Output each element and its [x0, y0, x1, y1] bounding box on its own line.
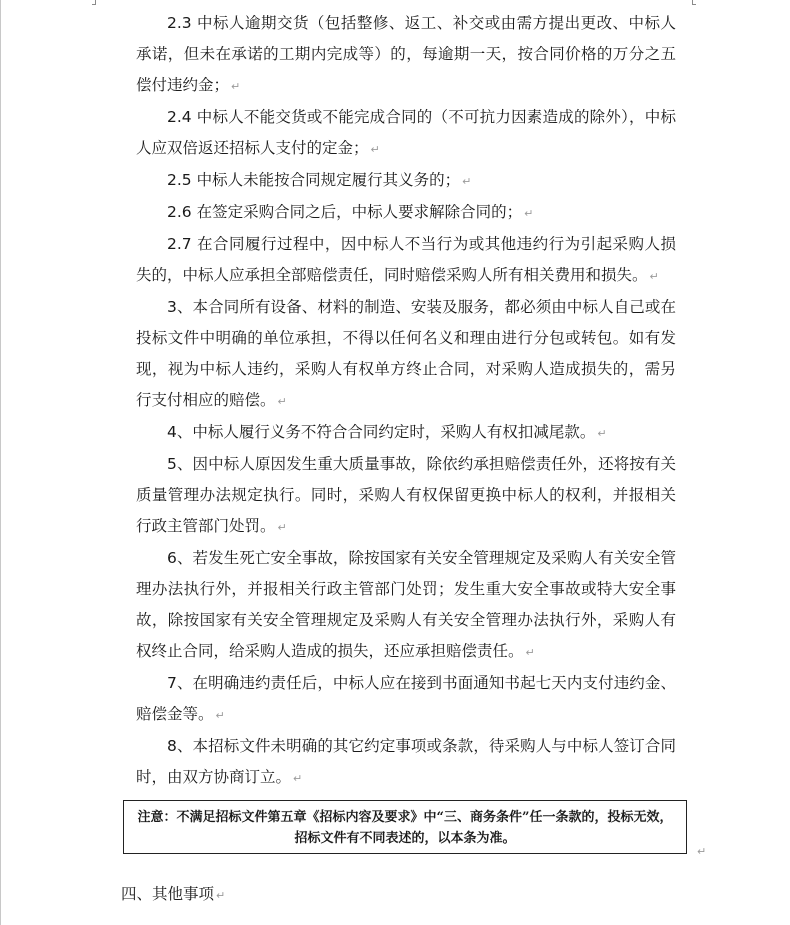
clause-text: 8、本招标文件未明确的其它约定事项或条款，待采购人与中标人签订合同时，由双方协商订立。: [136, 737, 676, 786]
clause-text: 2.4 中标人不能交货或不能完成合同的（不可抗力因素造成的除外），中标人应双倍返还招标人支付的定金；: [136, 108, 676, 157]
clause-2-5: [136, 165, 676, 197]
paragraph-mark-icon: ↵: [462, 175, 472, 188]
paragraph-mark-icon: ↵: [231, 80, 241, 93]
paragraph-mark-icon: ↵: [649, 270, 659, 283]
clause-2-6: [136, 197, 676, 229]
clause-text: 2.7 在合同履行过程中，因中标人不当行为或其他违约行为引起采购人损失的，中标人应承担全部赔偿责任，同时赔偿采购人所有相关费用和损失。: [136, 235, 676, 284]
clause-2-7: [136, 229, 676, 292]
page-left-edge: [0, 0, 1, 925]
clause-text: 2.3 中标人逾期交货（包括整修、返工、补交或由需方提出更改、中标人承诺，但未在承诺的工期内完成等）的，每逾期一天，按合同价格的万分之五偿付违约金；: [136, 14, 676, 94]
clause-text: 4、中标人履行义务不符合合同约定时，采购人有权扣减尾款。: [167, 423, 596, 441]
clause-text: 3、本合同所有设备、材料的制造、安装及服务，都必须由中标人自己或在投标文件中明确的单位承担，不得以任何名义和理由进行分包或转包。如有发现，视为中标人违约，采购人有权单方终止合同，对采购人造成损失的，需另行支付相应的赔偿。: [136, 298, 676, 409]
section-heading: [121, 880, 225, 910]
notice-box: [123, 800, 687, 854]
paragraph-mark-icon: ↵: [215, 709, 225, 722]
clause-7: [136, 668, 676, 731]
clause-text: 2.5 中标人未能按合同规定履行其义务的；: [167, 171, 461, 189]
clause-3: [136, 292, 676, 417]
paragraph-mark-icon: ↵: [697, 845, 707, 858]
clause-5: [136, 449, 676, 543]
clause-6: [136, 543, 676, 668]
section-heading-text: 四、其他事项: [121, 885, 215, 903]
clause-text: 2.6 在签定采购合同之后，中标人要求解除合同的；: [167, 203, 523, 221]
margin-corner-mark-right-h: [692, 4, 696, 5]
clause-text: 5、因中标人原因发生重大质量事故，除依约承担赔偿责任外，还将按有关质量管理办法规定执行。同时，采购人有权保留更换中标人的权利，并报相关行政主管部门处罚。: [136, 455, 676, 535]
clause-2-3: [136, 8, 676, 102]
paragraph-mark-icon: ↵: [277, 521, 287, 534]
clause-2-4: [136, 102, 676, 165]
paragraph-mark-icon: ↵: [525, 646, 535, 659]
paragraph-mark-icon: ↵: [524, 207, 534, 220]
clause-text: 6、若发生死亡安全事故，除按国家有关安全管理规定及采购人有关安全管理办法执行外，并报相关行政主管部门处罚；发生重大安全事故或特大安全事故，除按国家有关安全管理规定及采购人有关安全管理办法执行外，采购人有权终止合同，给采购人造成的损失，还应承担赔偿责任。: [136, 549, 676, 660]
paragraph-mark-icon: ↵: [293, 772, 303, 785]
paragraph-mark-icon: ↵: [597, 427, 607, 440]
paragraph-mark-icon: ↵: [216, 889, 226, 902]
document-body: [136, 8, 676, 794]
paragraph-mark-icon: ↵: [277, 395, 287, 408]
clause-4: [136, 417, 676, 449]
clause-text: 7、在明确违约责任后，中标人应在接到书面通知书起七天内支付违约金、赔偿金等。: [136, 674, 676, 723]
notice-text: 注意：不满足招标文件第五章《招标内容及要求》中“三、商务条件”任一条款的，投标无效，招标文件有不同表述的，以本条为准。: [137, 810, 673, 846]
margin-corner-mark-left-h: [92, 4, 96, 5]
clause-8: [136, 731, 676, 794]
paragraph-mark-icon: ↵: [370, 143, 380, 156]
